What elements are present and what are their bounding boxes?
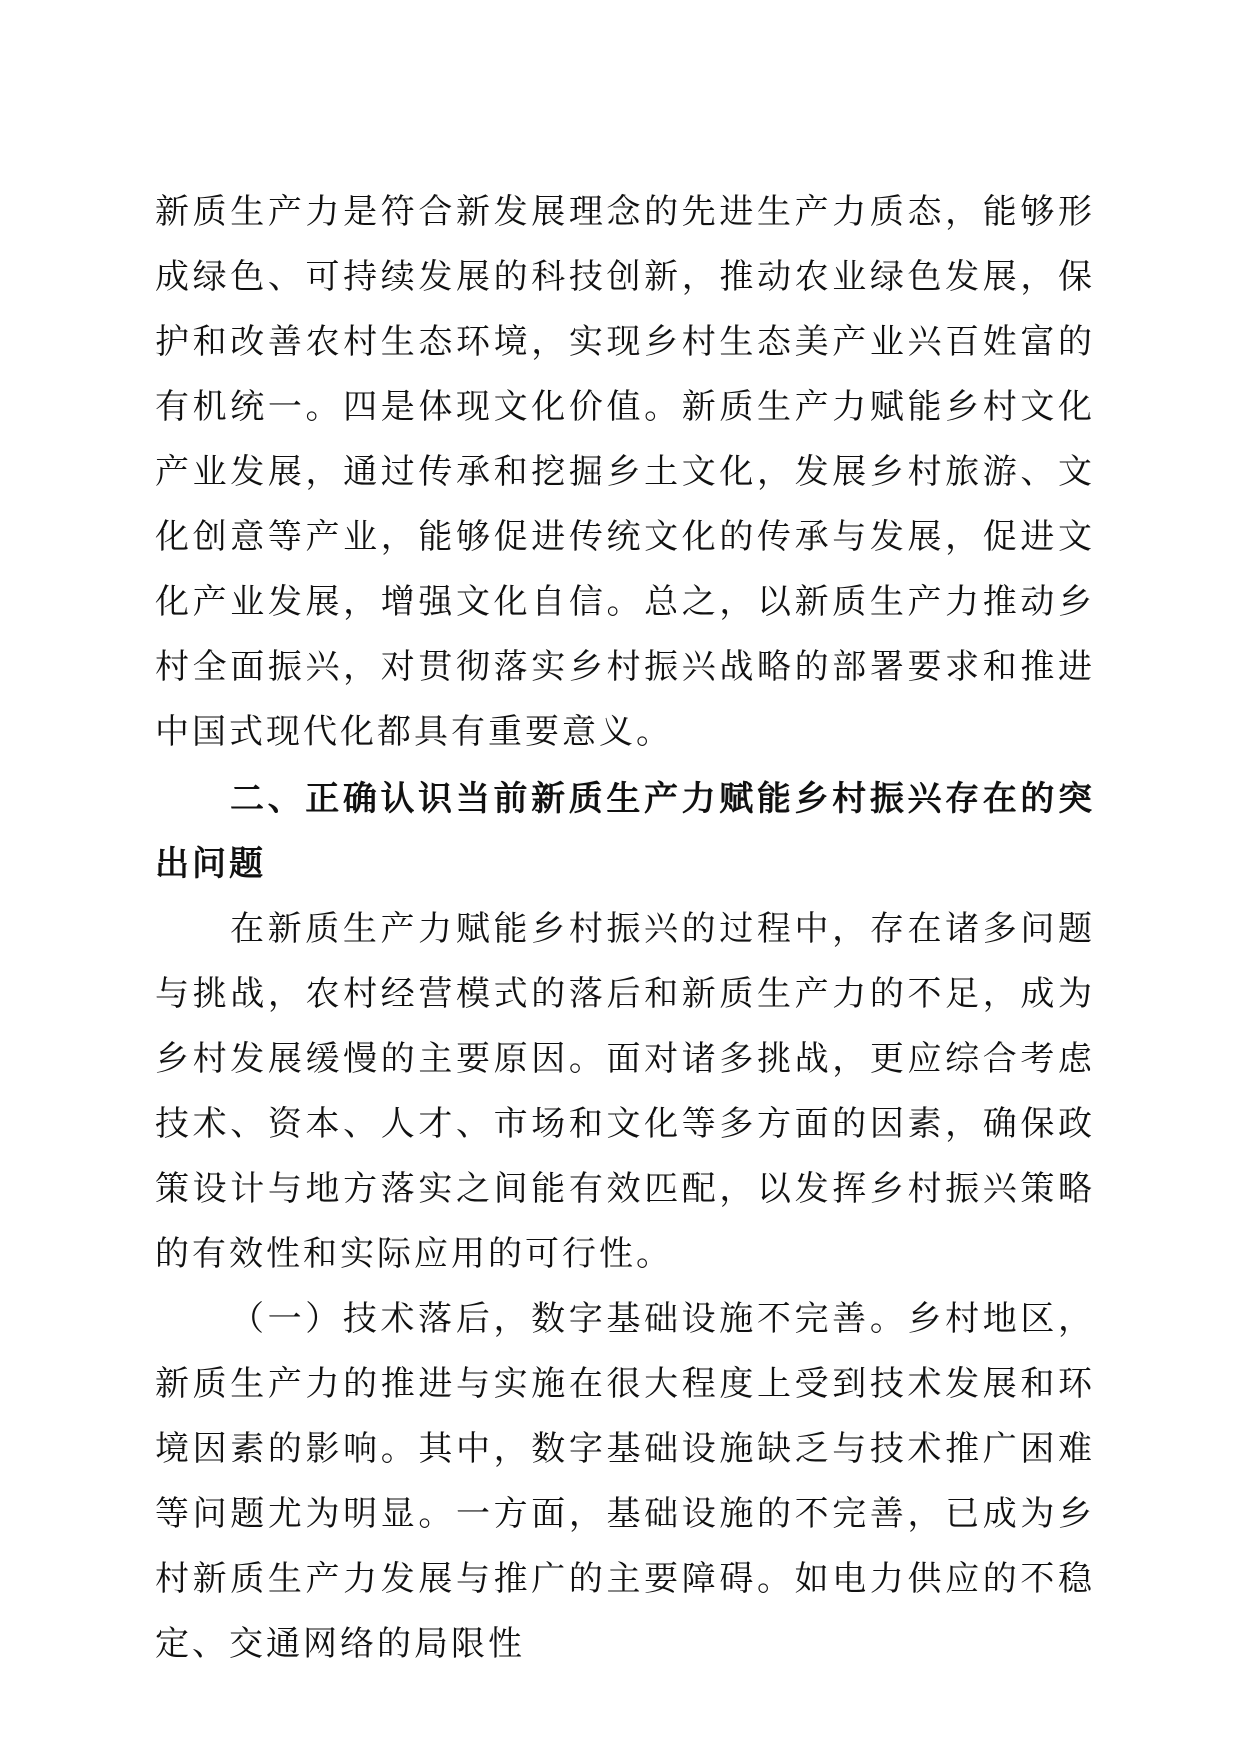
paragraph-intro: 在新质生产力赋能乡村振兴的过程中，存在诸多问题与挑战，农村经营模式的落后和新质生产力的不足，成为乡村发展缓慢的主要原因。面对诸多挑战，更应综合考虑技术、资本、人才、市场和文化等多方面的因素，确保政策设计与地方落实之间能有效匹配，以发挥乡村振兴策略的有效性和实际应用的可行性。 [155, 909, 1095, 1274]
document-body [155, 180, 1095, 1677]
paragraph-continuation: 新质生产力是符合新发展理念的先进生产力质态，能够形成绿色、可持续发展的科技创新，推动农业绿色发展，保护和改善农村生态环境，实现乡村生态美产业兴百姓富的有机统一。四是体现文化价值。新质生产力赋能乡村文化产业发展，通过传承和挖掘乡土文化，发展乡村旅游、文化创意等产业，能够促进传统文化的传承与发展，促进文化产业发展，增强文化自信。总之，以新质生产力推动乡村全面振兴，对贯彻落实乡村振兴战略的部署要求和推进中国式现代化都具有重要意义。 [155, 192, 1095, 752]
section-heading: 二、正确认识当前新质生产力赋能乡村振兴存在的突出问题 [155, 779, 1095, 884]
paragraph-subsection-1: （一）技术落后，数字基础设施不完善。乡村地区，新质生产力的推进与实施在很大程度上受到技术发展和环境因素的影响。其中，数字基础设施缺乏与技术推广困难等问题尤为明显。一方面，基础设施的不完善，已成为乡村新质生产力发展与推广的主要障碍。如电力供应的不稳定、交通网络的局限性 [155, 1299, 1095, 1664]
